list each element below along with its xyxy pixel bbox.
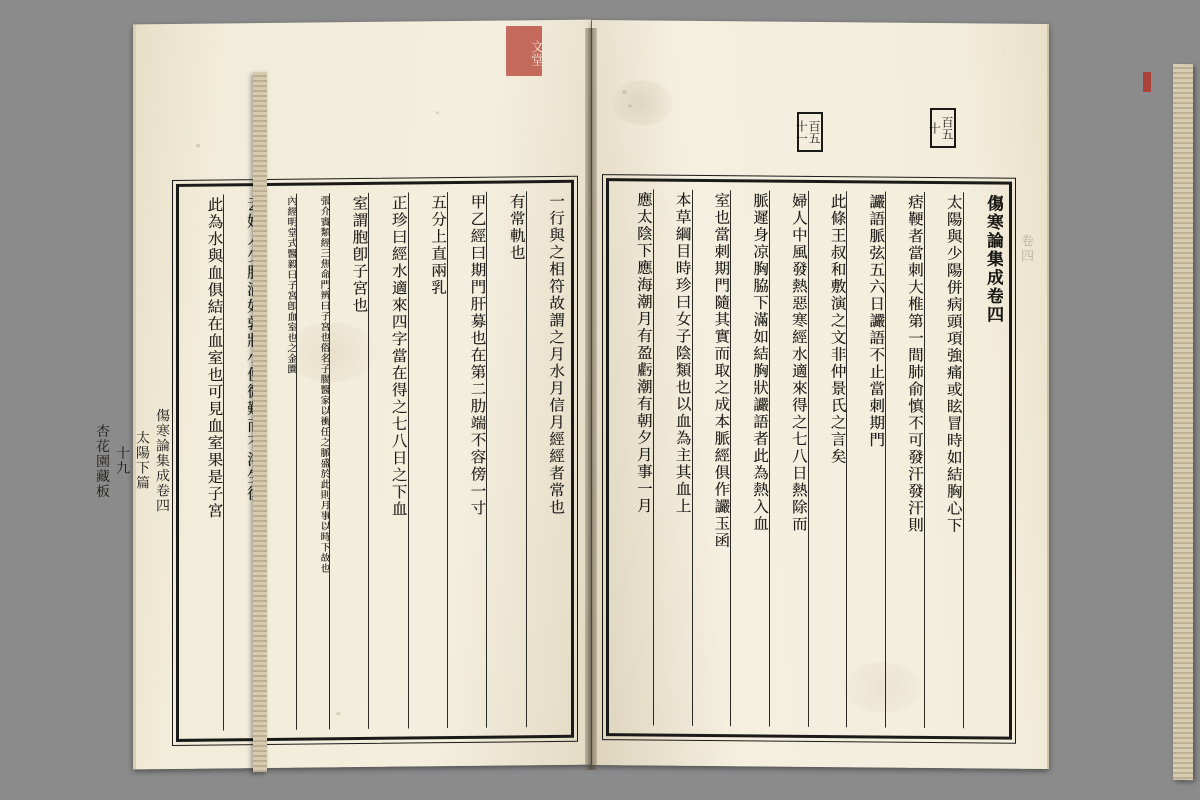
text-column: 此條王叔和敷演之文非仲景氏之言矣 <box>808 191 847 727</box>
text-column: 痞鞕者當刺大椎第一間肺俞慎不可發汗發汗則 <box>885 192 924 728</box>
left-page <box>94 20 591 770</box>
interlinear-note: 內經明堂式醫毅曰子宮卽血室也之金匱 <box>263 194 296 730</box>
text-column: 脈遲身凉胸脇下滿如結胸狀讝語者此為熱入血 <box>730 190 769 726</box>
text-column: 正珍曰經水適來四字當在得之七八日之下血 <box>368 193 407 729</box>
text-column: 有常軌也 <box>486 191 525 727</box>
left-page-spine-column <box>94 184 172 736</box>
publisher-mark: 杏花園藏板 <box>94 423 110 499</box>
book-gutter <box>585 28 597 770</box>
text-column: 此為水與血俱結在血室也可見血室果是子宮 <box>205 196 224 520</box>
right-page-columns <box>609 181 1009 736</box>
spine-title: 傷寒論集成卷四 <box>154 407 170 513</box>
text-column: 應太陰下應海潮月有盈虧潮有朝夕月事一月 <box>634 191 653 515</box>
right-page-text-frame <box>606 178 1012 740</box>
left-page-text-frame <box>176 180 574 742</box>
spine-subtitle: 太陽下篇 <box>134 430 150 491</box>
text-column: 室謂胞卽子宮也 <box>329 193 368 729</box>
headnote-marker: 百五十一 <box>797 112 823 152</box>
volume-title-column: 傷寒論集成卷四 <box>963 192 1003 728</box>
red-edge-mark <box>1143 72 1151 92</box>
text-column: 五分上直兩乳 <box>408 192 447 728</box>
page-edge-stack-right <box>1173 64 1193 780</box>
left-page-columns <box>179 183 571 739</box>
text-column: 讝語脈弦五六日讝語不止當刺期門 <box>846 191 885 727</box>
text-column: 本草綱目時珍曰女子陰類也以血為主其血上 <box>653 190 692 726</box>
interlinear-note: 張介賓類經三焦命門辨曰子宮也俗名子腸醫家以衝任之脈盛於此則月事以時下故也 <box>296 193 329 729</box>
page-edge-stack-left <box>253 72 267 772</box>
text-column: 室也當刺期門隨其實而取之成本脈經俱作讝玉函 <box>692 190 731 726</box>
text-column: 太陽與少陽併病頭項強痛或眩冒時如結胸心下 <box>924 192 963 728</box>
text-column: 甲乙經曰期門肝募也在第二肋端不容傍一寸 <box>447 192 486 728</box>
headnote-marker: 百五十 <box>930 108 956 148</box>
book <box>94 22 1053 782</box>
text-column: 一行與之相符故謂之月水月信月經經者常也 <box>526 191 565 727</box>
text-column: 婦人中風發熱惡寒經水適來得之七八日熱除而 <box>769 191 808 727</box>
page-number: 十九 <box>114 445 130 476</box>
bleed-through-text: 卷四 <box>1018 233 1033 264</box>
collection-seal: 文堂 <box>506 26 542 76</box>
